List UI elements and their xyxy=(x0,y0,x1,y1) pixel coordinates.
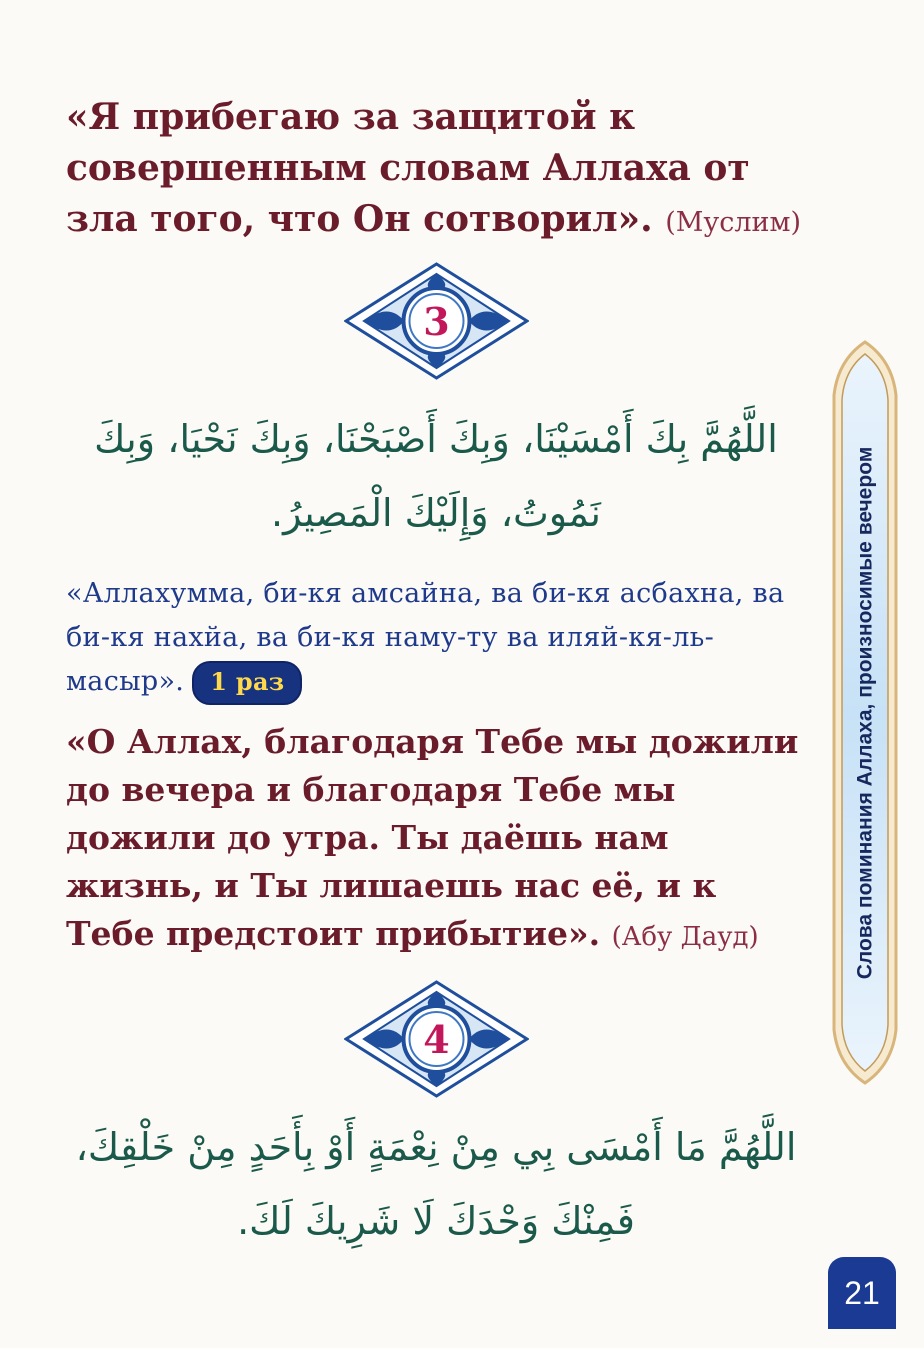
section-4-number: 4 xyxy=(423,1017,450,1062)
section-3-transliteration-text: «Аллахумма, би-кя амсайна, ва би-кя асбахна, ва би-кя нахйа, ва би-кя наму-ту ва иляй-кя-ль-масыр». xyxy=(66,578,785,697)
chapter-side-tab xyxy=(830,340,900,1085)
section-3-arabic: اللَّهُمَّ بِكَ أَمْسَيْنَا، وَبِكَ أَصْبَحْنَا، وَبِكَ نَحْيَا، وَبِكَ نَمُوتُ، وَإِلَيْكَ الْمَصِيرُ. xyxy=(94,417,778,535)
section-3-source: (Абу Дауд) xyxy=(611,922,759,952)
page-number: 21 xyxy=(828,1257,896,1329)
top-quote-text: «Я прибегаю за защитой к совершенным словам Аллаха от зла того, что Он сотворил». xyxy=(66,96,750,240)
section-3-medallion xyxy=(344,262,529,380)
section-4-arabic: اللَّهُمَّ مَا أَمْسَى بِي مِنْ نِعْمَةٍ أَوْ بِأَحَدٍ مِنْ خَلْقِكَ، فَمِنْكَ وَحْدَكَ لَا شَرِيكَ لَكَ. xyxy=(75,1125,797,1243)
ornament-medallion-icon xyxy=(344,980,529,1098)
section-3-number: 3 xyxy=(423,299,450,344)
top-quote-source: (Муслим) xyxy=(665,207,802,238)
top-quote xyxy=(66,92,806,248)
side-tab-title: Слова поминания Аллаха, произносимые вечером xyxy=(853,446,877,979)
repeat-count-badge: 1 раз xyxy=(192,661,302,705)
ornament-medallion-icon xyxy=(344,262,529,380)
side-tab-title-wrap xyxy=(830,340,900,1085)
section-4-medallion xyxy=(344,980,529,1098)
section-3-translation-text: «О Аллах, благодаря Тебе мы дожили до вечера и благодаря Тебе мы дожили до утра. Ты даёшь нам жизнь, и Ты лишаешь нас её, и к Тебе предстоит прибытие». xyxy=(66,722,799,953)
section-3-translation xyxy=(66,718,806,961)
section-3-transliteration xyxy=(66,572,806,705)
